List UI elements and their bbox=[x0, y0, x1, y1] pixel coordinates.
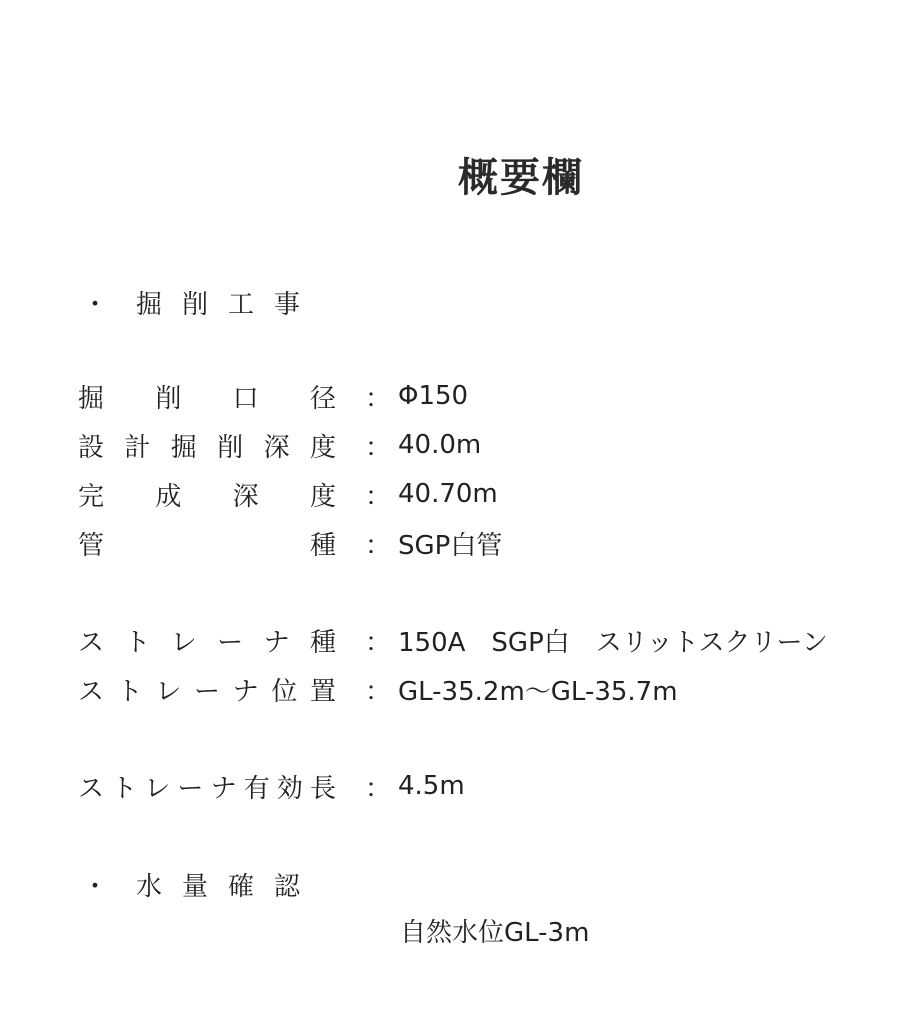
row-value: 4.5m bbox=[398, 771, 465, 801]
row-strainer-position bbox=[78, 669, 678, 709]
row-label: 管 種 bbox=[78, 530, 336, 561]
row-excavation-diameter bbox=[78, 376, 468, 416]
row-strainer-type bbox=[78, 620, 828, 660]
section-water-heading bbox=[82, 866, 320, 903]
row-value: SGP白管 bbox=[398, 530, 503, 561]
row-value: GL-35.2m～GL-35.7m bbox=[398, 676, 678, 707]
row-label: ス ト レ ー ナ 種 bbox=[78, 627, 336, 658]
row-label: 設 計 掘 削 深 度 bbox=[78, 432, 336, 463]
colon: ： bbox=[364, 383, 391, 414]
colon: ： bbox=[364, 676, 391, 707]
row-pipe-type bbox=[78, 523, 502, 563]
colon: ： bbox=[364, 773, 391, 804]
colon: ： bbox=[364, 530, 391, 561]
row-label: 完 成 深 度 bbox=[78, 481, 336, 512]
colon: ： bbox=[364, 481, 391, 512]
row-value: 40.0m bbox=[398, 430, 482, 460]
row-label: ス ト レ ー ナ 位 置 bbox=[78, 676, 336, 707]
colon: ： bbox=[364, 627, 391, 658]
row-completed-depth bbox=[78, 474, 498, 514]
colon: ： bbox=[364, 432, 391, 463]
section-title-water: 水量確認 bbox=[136, 872, 321, 902]
row-value: 40.70m bbox=[398, 479, 498, 509]
bullet: ・ bbox=[82, 872, 109, 902]
section-excavation-heading bbox=[82, 284, 320, 321]
row-value: Φ150 bbox=[398, 381, 469, 411]
row-label: 掘 削 口 径 bbox=[78, 383, 336, 414]
row-value: 150A SGP白 スリットスクリーン bbox=[398, 627, 828, 658]
row-design-depth bbox=[78, 425, 481, 465]
section-title-excavation: 掘削工事 bbox=[136, 290, 321, 320]
natural-water-level: 自然水位GL-3m bbox=[400, 918, 590, 948]
row-label: ス ト レ ー ナ 有 効 長 bbox=[78, 773, 336, 804]
row-strainer-effective-length bbox=[78, 766, 465, 806]
bullet: ・ bbox=[82, 290, 109, 320]
document-title: 概要欄 bbox=[458, 155, 584, 201]
